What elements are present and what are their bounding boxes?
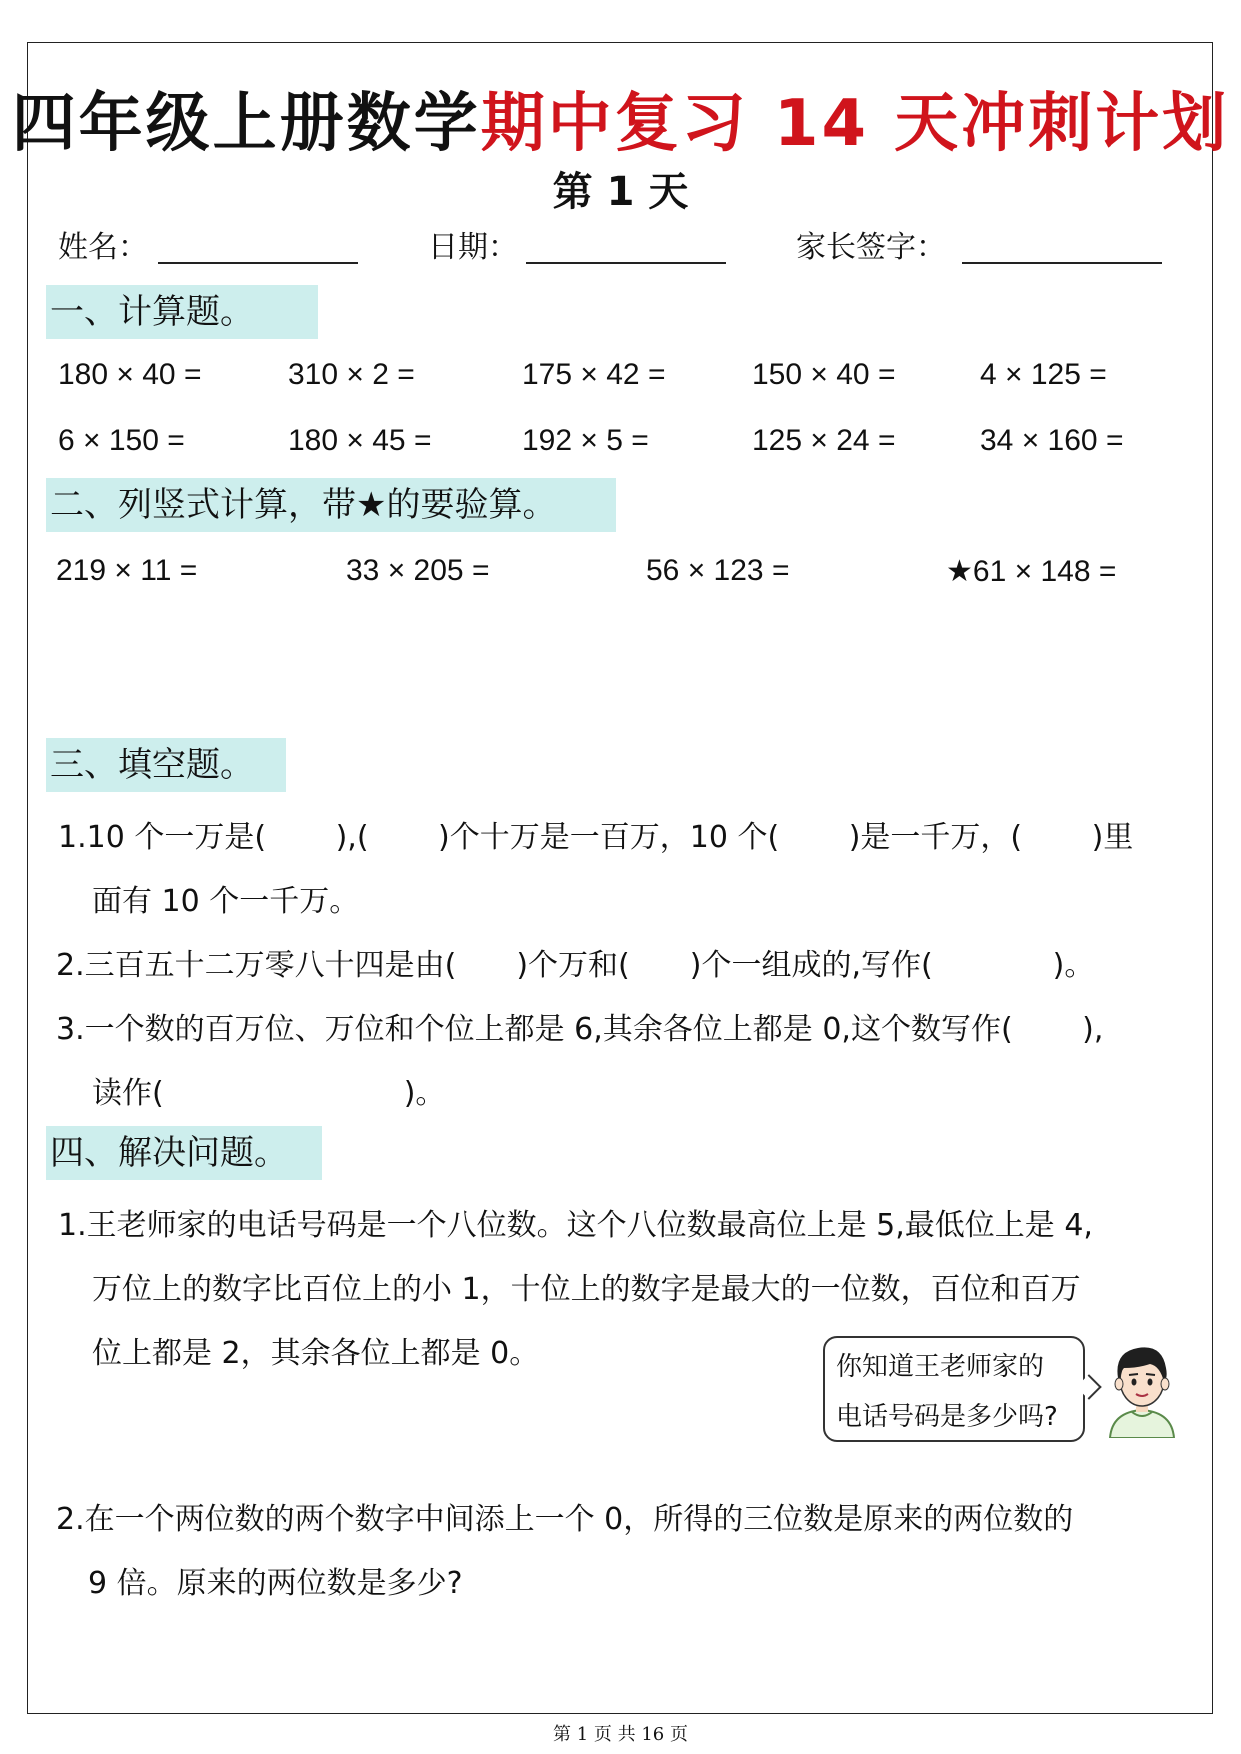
name-label: 姓名：	[58, 230, 148, 265]
problem-1-line1: 1.王老师家的电话号码是一个八位数。这个八位数最高位上是 5,最低位上是 4,	[58, 1208, 1093, 1243]
calc-item: 6 × 150 =	[58, 424, 185, 457]
page-number: 第 1 页 共 16 页	[553, 1724, 688, 1745]
fill-question-1-line1: 1.10 个一万是( ),( )个十万是一百万，10 个( )是一千万，( )里	[58, 820, 1134, 855]
date-blank[interactable]	[526, 262, 726, 264]
name-blank[interactable]	[158, 262, 358, 264]
calc-item: 175 × 42 =	[522, 358, 666, 391]
problem-1-line2: 万位上的数字比百位上的小 1，十位上的数字是最大的一位数，百位和百万	[92, 1272, 1081, 1307]
calc-item: 180 × 40 =	[58, 358, 202, 391]
parent-sign-label: 家长签字：	[796, 230, 946, 265]
vertical-calc-item: 56 × 123 =	[646, 554, 790, 587]
calc-item: 34 × 160 =	[980, 424, 1124, 457]
vertical-calc-item: 33 × 205 =	[346, 554, 490, 587]
calc-item: 125 × 24 =	[752, 424, 896, 457]
day-label: 第 1 天	[552, 169, 689, 215]
section-calc-heading: 一、计算题。	[46, 285, 318, 339]
date-label: 日期：	[428, 230, 518, 265]
vertical-calc-item: 219 × 11 =	[56, 554, 198, 587]
calc-item: 4 × 125 =	[980, 358, 1107, 391]
fill-question-1-line2: 面有 10 个一千万。	[92, 884, 360, 919]
vertical-calc-item-star: ★61 × 148 =	[946, 555, 1117, 588]
problem-1-line3: 位上都是 2，其余各位上都是 0。	[92, 1336, 540, 1371]
speech-bubble-line1: 你知道王老师家的	[836, 1352, 1045, 1382]
speech-bubble-line2: 电话号码是多少吗?	[836, 1402, 1058, 1432]
problem-2-line1: 2.在一个两位数的两个数字中间添上一个 0，所得的三位数是原来的两位数的	[56, 1502, 1074, 1537]
title-red-part: 期中复习 14 天冲刺计划	[480, 87, 1230, 161]
page-title	[0, 72, 1241, 164]
boy-character-icon	[1102, 1338, 1182, 1438]
calc-item: 192 × 5 =	[522, 424, 649, 457]
problem-2-line2: 9 倍。原来的两位数是多少?	[88, 1566, 463, 1601]
calc-item: 180 × 45 =	[288, 424, 432, 457]
fill-question-3-line1: 3.一个数的百万位、万位和个位上都是 6,其余各位上都是 0,这个数写作( ),	[56, 1012, 1104, 1047]
calc-item: 310 × 2 =	[288, 358, 415, 391]
calc-item: 150 × 40 =	[752, 358, 896, 391]
fill-question-2: 2.三百五十二万零八十四是由( )个万和( )个一组成的,写作( )。	[56, 948, 1095, 983]
section-fill-blank-heading: 三、填空题。	[46, 738, 286, 792]
section-vertical-calc-heading: 二、列竖式计算，带★的要验算。	[46, 478, 616, 532]
title-black-part: 四年级上册数学	[11, 87, 481, 161]
section-problem-solving-heading: 四、解决问题。	[46, 1126, 322, 1180]
fill-question-3-line2: 读作( )。	[92, 1076, 446, 1111]
parent-sign-blank[interactable]	[962, 262, 1162, 264]
